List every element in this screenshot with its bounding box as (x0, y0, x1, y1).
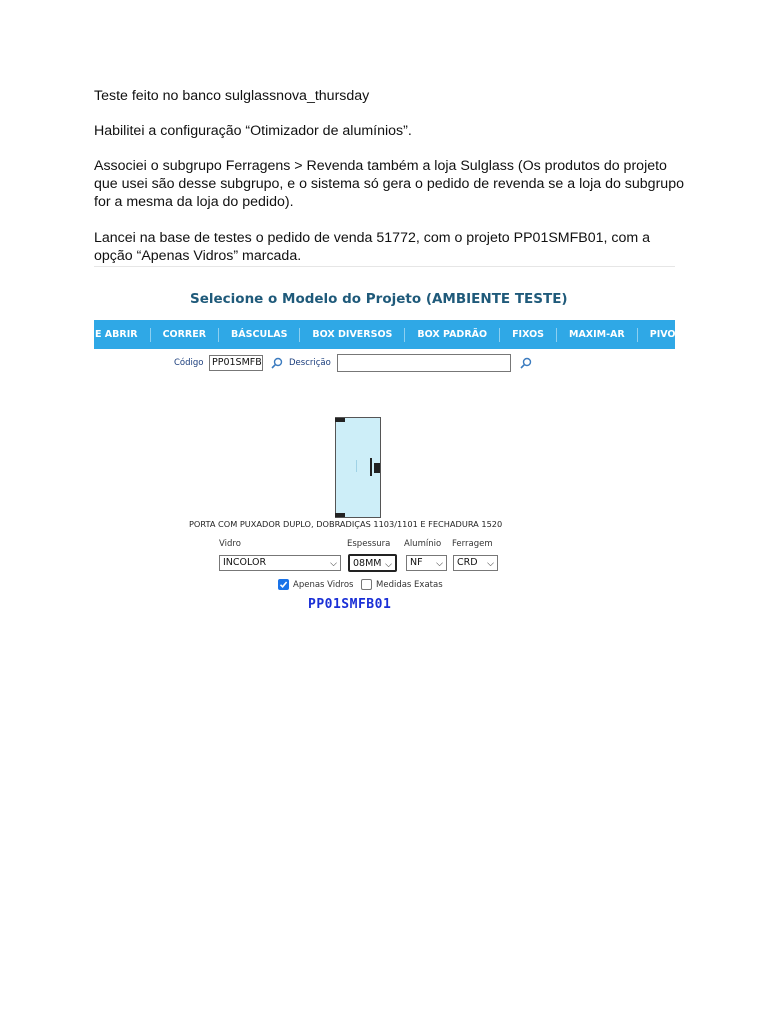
nav-item-box-padrao[interactable]: BOX PADRÃO (405, 328, 500, 342)
paragraph-2: Habilitei a configuração “Otimizador de alumínios”. (94, 123, 412, 139)
nav-item-box-diversos[interactable]: BOX DIVERSOS (300, 328, 405, 342)
search-icon[interactable] (271, 357, 283, 369)
nav-item-maxim-ar[interactable]: MAXIM-AR (557, 328, 638, 342)
codigo-input[interactable]: PP01SMFB (209, 355, 263, 371)
descricao-input[interactable] (337, 354, 511, 372)
nav-item-correr[interactable]: CORRER (151, 328, 219, 342)
medidas-exatas-label: Medidas Exatas (376, 580, 443, 590)
check-icon (279, 580, 288, 589)
nav-item-pivotantes[interactable]: PIVOTANTES (649, 328, 717, 340)
vidro-label: Vidro (219, 539, 241, 549)
hinge-top (335, 418, 345, 422)
espessura-value: 08MM (353, 558, 382, 569)
divider (94, 266, 675, 267)
lock-block (374, 463, 380, 473)
chevron-down-icon: ⌵ (385, 560, 392, 570)
hinge-bottom (335, 513, 345, 517)
espessura-label: Espessura (347, 539, 391, 549)
chevron-down-icon: ⌵ (487, 559, 494, 569)
paragraph-1: Teste feito no banco sulglassnova_thursday (94, 88, 370, 104)
aluminio-label: Alumínio (404, 539, 442, 549)
apenas-vidros-checkbox[interactable] (278, 579, 289, 590)
category-navbar (94, 320, 717, 349)
vidro-value: INCOLOR (223, 557, 267, 568)
descricao-label: Descrição (289, 358, 331, 368)
aluminio-select[interactable] (406, 555, 447, 571)
apenas-vidros-label: Apenas Vidros (293, 580, 354, 590)
vidro-select[interactable] (219, 555, 341, 571)
espessura-select[interactable] (348, 554, 397, 572)
chevron-down-icon: ⌵ (436, 559, 443, 569)
medidas-exatas-checkbox[interactable] (361, 579, 372, 590)
paragraph-3: Associei o subgrupo Ferragens > Revenda também a loja Sulglass (Os produtos do projeto que usei são desse subgrupo, e o sistema só gera o pedido de revenda se a loja do subgrupo for a mesma da loja do pedido). (94, 158, 684, 210)
project-model-drawing[interactable] (335, 417, 381, 518)
embedded-screenshot (94, 266, 717, 626)
door-handle-icon (370, 458, 372, 476)
project-code: PP01SMFB01 (308, 597, 392, 612)
ferragem-select[interactable] (453, 555, 498, 571)
page-title: Selecione o Modelo do Projeto (AMBIENTE TESTE) (190, 291, 568, 307)
ferragem-value: CRD (457, 557, 478, 568)
chevron-down-icon: ⌵ (330, 559, 337, 569)
codigo-label: Código (174, 358, 204, 368)
glass-reflection (356, 460, 357, 472)
model-description: PORTA COM PUXADOR DUPLO, DOBRADIÇAS 1103/1101 E FECHADURA 1520 (189, 519, 503, 529)
nav-item-abrir[interactable]: E ABRIR (94, 328, 151, 342)
search-icon[interactable] (520, 357, 532, 369)
aluminio-value: NF (410, 557, 423, 568)
nav-item-basculas[interactable]: BÁSCULAS (219, 328, 300, 342)
ferragem-label: Ferragem (452, 539, 493, 549)
nav-item-fixos[interactable]: FIXOS (500, 328, 557, 342)
paragraph-4: Lancei na base de testes o pedido de venda 51772, com o projeto PP01SMFB01, com a opção “Apenas Vidros” marcada. (94, 230, 651, 264)
